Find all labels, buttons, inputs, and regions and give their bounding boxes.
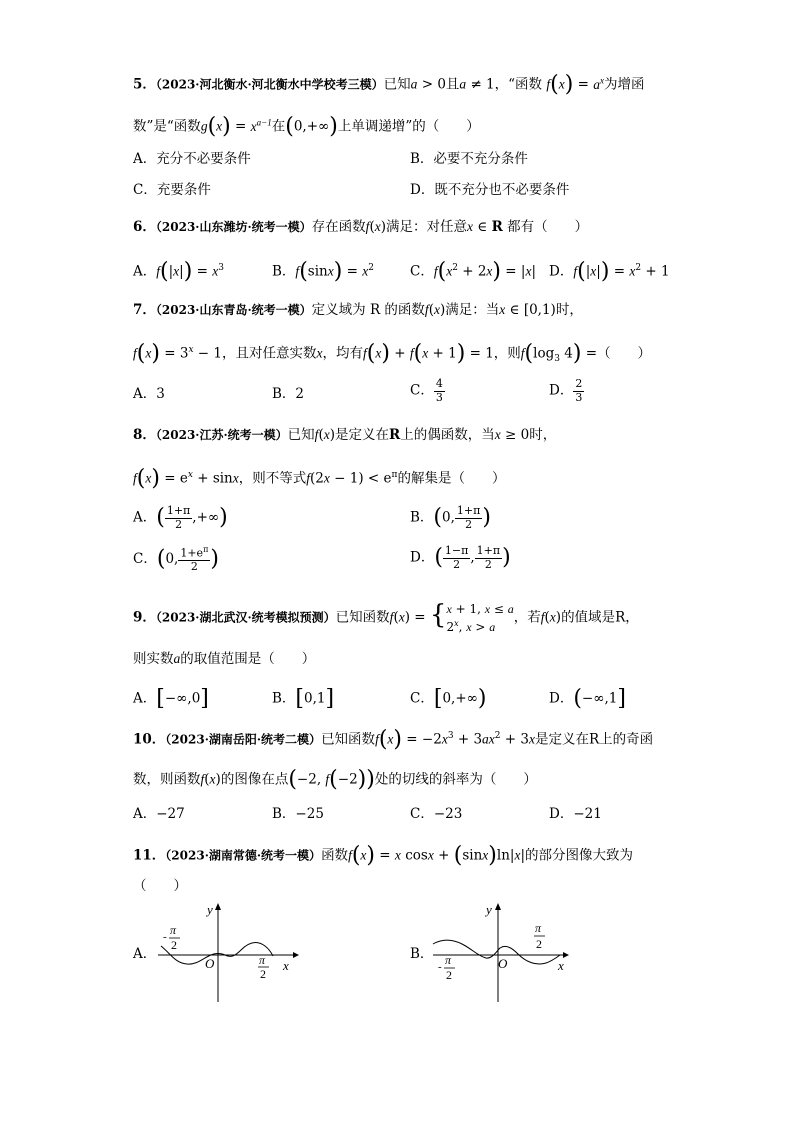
q7-text: 定义域为 R 的函数 bbox=[311, 302, 425, 318]
tick-neg-pi-2: - bbox=[438, 961, 442, 973]
tick-pi-2-num: π bbox=[259, 953, 266, 967]
q6-text: 都有（ ） bbox=[507, 219, 589, 235]
q11-source: （2023·湖南常德·统考一模） bbox=[165, 848, 322, 863]
svg-text:2: 2 bbox=[171, 938, 177, 952]
q5-text: 上单调递增”的（ ） bbox=[337, 118, 480, 135]
q7-line1: 7．（2023·山东青岛·统考一模）定义域为 R 的函数f(x)满足：当x ∈ [0,1)时， bbox=[133, 302, 583, 318]
curve-a bbox=[161, 943, 273, 965]
svg-text:2: 2 bbox=[446, 968, 452, 982]
q8-line1: 8．（2023·江苏·统考一模）已知f(x)是定义在R上的偶函数，当x ≥ 0时， bbox=[133, 427, 557, 443]
q7-text: （ ） bbox=[597, 345, 652, 362]
x-axis-arrow bbox=[293, 952, 299, 958]
q11-number: 11． bbox=[133, 847, 166, 864]
q8-option-b: B．(0, $\frac{1+\pi}{2}$ ) bbox=[410, 504, 491, 531]
q7-option-c: C． $\frac{4}{3}$ bbox=[410, 377, 443, 404]
y-axis-arrow bbox=[215, 903, 221, 910]
q5-option-a: A．充分不必要条件 bbox=[133, 151, 251, 167]
tick-neg-pi-2-num: π bbox=[445, 953, 452, 967]
q11-graph-a bbox=[153, 900, 303, 1010]
q11-graph-b bbox=[428, 900, 588, 1010]
q8-number: 8． bbox=[133, 427, 156, 443]
q6-text: 满足：对任意 bbox=[386, 219, 467, 235]
q11-line1: 11．（2023·湖南常德·统考一模）函数f(x) = x cosx + (sinx)ln|x|的部分图像大致为 bbox=[133, 843, 634, 868]
q10-text: 上的奇函 bbox=[599, 731, 654, 748]
q8-option-c: C．(0, $\frac{1+e^\pi}{2}$ ) bbox=[133, 545, 219, 574]
q11-text: 函数 bbox=[321, 847, 349, 864]
x-axis-label: x bbox=[558, 958, 564, 973]
q8-text: 的解集是（ ） bbox=[397, 470, 506, 487]
q6-text: 存在函数 bbox=[311, 219, 366, 235]
q10-number: 10． bbox=[133, 731, 166, 748]
tick-neg-pi-2-num: π bbox=[170, 923, 177, 937]
q5-option-d: D．既不充分也不必要条件 bbox=[410, 182, 570, 198]
q7-option-d: D． $\frac{2}{3}$ bbox=[549, 377, 583, 404]
q9-text: ， bbox=[625, 609, 639, 626]
q10-option-a: A．−27 bbox=[133, 806, 185, 822]
q5-option-b: B．必要不充分条件 bbox=[410, 151, 528, 167]
q11-option-b-label: B． bbox=[410, 946, 434, 962]
q7-text: ，且对任意实数 bbox=[222, 345, 317, 362]
q9-text: 已知函数 bbox=[335, 609, 390, 626]
q11-option-a-label: A． bbox=[133, 946, 157, 962]
q8-option-d: D．( $\frac{1-\pi}{2}$ , $\frac{1+\pi}{2}$ ) bbox=[410, 544, 511, 571]
q7-source: （2023·山东青岛·统考一模） bbox=[155, 303, 312, 317]
q9-line2: 则实数a的取值范围是（ ） bbox=[133, 651, 316, 667]
q9-option-b: B．[0,1] bbox=[272, 686, 335, 711]
q6-option-d: D．$f(|x|) = x^2 + 1$ bbox=[549, 259, 670, 284]
q8-text: 时， bbox=[529, 427, 557, 443]
q9-option-c: C．[0,+∞) bbox=[410, 686, 487, 711]
q11-text: 的部分图像大致为 bbox=[525, 847, 634, 864]
q5-text: 且 bbox=[445, 76, 460, 93]
origin-label: O bbox=[205, 956, 215, 971]
q7-text: 满足：当 bbox=[445, 302, 500, 318]
q5-line2: 数”是“函数$g(x) = x^{a-1}$在(0,+∞)上单调递增”的（ ） bbox=[133, 114, 480, 139]
q7-option-b: B．2 bbox=[272, 386, 305, 402]
q11-line2 bbox=[133, 880, 187, 894]
tick-neg-pi-2: - bbox=[163, 931, 167, 943]
q7-line2: $f(x) = 3^x - 1$，且对任意实数x，均有f(x) + f(x + 1) = 1，则$f(\log_3$ 4) =（ ） bbox=[133, 341, 652, 366]
q10-text: 是定义在 bbox=[535, 731, 589, 748]
q5-text: 在 bbox=[271, 118, 286, 135]
origin-label: O bbox=[498, 956, 508, 971]
q10-option-c: C．−23 bbox=[410, 806, 463, 822]
q8-option-a: A．( $\frac{1+\pi}{2}$ ,+∞) bbox=[133, 504, 228, 531]
q9-option-a: A．[−∞,0] bbox=[133, 686, 209, 711]
q9-text: 的取值范围是（ ） bbox=[180, 651, 316, 667]
y-axis-label: y bbox=[207, 902, 213, 917]
q6-source: （2023·山东潍坊·统考一模） bbox=[155, 220, 312, 234]
y-axis-arrow bbox=[495, 903, 501, 910]
q11-text: （ ） bbox=[133, 878, 187, 894]
q8-text: 已知 bbox=[287, 427, 315, 443]
q10-text: 数，则函数 bbox=[133, 771, 201, 788]
q8-text: ，则不等式 bbox=[238, 470, 307, 487]
q5-text: 为增函 bbox=[603, 76, 645, 93]
q10-text: 处的切线的斜率为（ ） bbox=[374, 771, 537, 788]
q5-option-c: C．充要条件 bbox=[133, 182, 211, 198]
x-axis-arrow bbox=[563, 952, 569, 958]
q9-text: ，若 bbox=[513, 609, 541, 626]
y-axis-label: y bbox=[486, 902, 492, 917]
q9-source: （2023·湖北武汉·统考模拟预测） bbox=[155, 610, 336, 625]
q5-text: ，“函数 bbox=[494, 76, 543, 93]
q8-text: 上的偶函数，当 bbox=[400, 427, 495, 443]
q6-option-a: A．$f(|x|) = x^3$ bbox=[133, 259, 224, 284]
q8-text: 是定义在 bbox=[335, 427, 389, 443]
q10-source: （2023·湖南岳阳·统考二模） bbox=[165, 732, 322, 747]
q10-option-d: D．−21 bbox=[549, 806, 602, 822]
q5-source: （2023·河北衡水·河北衡水中学校考三模） bbox=[155, 77, 384, 92]
q10-text: 已知函数 bbox=[321, 731, 376, 748]
q6-option-b: B．$f(\sin x) = x^2$ bbox=[272, 259, 374, 284]
q10-line1: 10．（2023·湖南岳阳·统考二模）已知函数$f(x) = -2x^3 + 3ax^2 + 3x$是定义在R上的奇函 bbox=[133, 727, 654, 752]
q9-line1: 9．（2023·湖北武汉·统考模拟预测）已知函数f(x) = {x + 1, x ≤ a 2$^x$, x > a，若f(x)的值域是R， bbox=[133, 600, 639, 634]
q8-source: （2023·江苏·统考一模） bbox=[155, 428, 288, 442]
q9-text: 则实数 bbox=[133, 651, 174, 667]
q5-text: 已知 bbox=[383, 76, 411, 93]
q9-option-d: D．(−∞,1] bbox=[549, 686, 626, 711]
q6-number: 6． bbox=[133, 219, 156, 235]
q7-text: ，均有 bbox=[322, 345, 363, 362]
q10-line2: 数，则函数f(x)的图像在点(−2, f(−2))处的切线的斜率为（ ） bbox=[133, 767, 537, 792]
tick-pi-2-num: π bbox=[535, 921, 542, 935]
q6-option-c: C．$f(x^2 + 2x) = |x|$ bbox=[410, 259, 537, 284]
q7-number: 7． bbox=[133, 302, 156, 318]
q7-text: 时， bbox=[555, 302, 583, 318]
q8-line2: $f(x) = e^x + \sin x$，则不等式$f(2x - 1) < e^\pi$的解集是（ ） bbox=[133, 466, 506, 491]
svg-text:2: 2 bbox=[260, 967, 266, 981]
q6-line1: 6．（2023·山东潍坊·统考一模）存在函数f(x)满足：对任意x ∈ R 都有（ ） bbox=[133, 219, 589, 235]
q5-number: 5． bbox=[133, 76, 156, 93]
q9-number: 9． bbox=[133, 609, 156, 626]
q5-line1: 5．（2023·河北衡水·河北衡水中学校考三模）已知a > 0且a ≠ 1，“函数 $f(x) = a^x$为增函 bbox=[133, 72, 645, 97]
svg-text:2: 2 bbox=[536, 937, 542, 951]
q5-text: 数”是“函数 bbox=[133, 118, 201, 135]
q9-text: 的值域是 bbox=[561, 609, 616, 626]
x-axis-label: x bbox=[283, 958, 289, 973]
q7-text: ，则 bbox=[493, 345, 521, 362]
q10-option-b: B．−25 bbox=[272, 806, 324, 822]
q10-text: 的图像在点 bbox=[220, 771, 289, 788]
q7-option-a: A．3 bbox=[133, 386, 165, 402]
